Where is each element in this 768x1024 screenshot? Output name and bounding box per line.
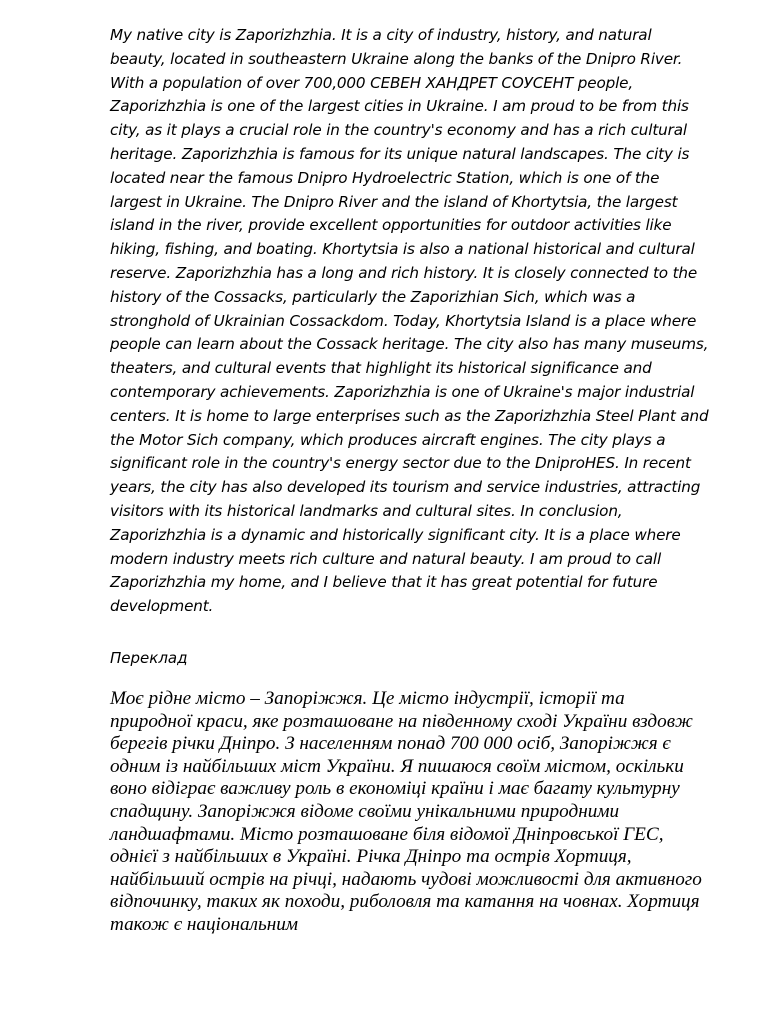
- translation-heading: Переклад: [110, 649, 188, 667]
- english-essay-paragraph: My native city is Zaporizhzhia. It is a city of industry, history, and natural beauty, located in southeastern Ukraine along the banks of the Dnipro River. With a population of over 700,000 СЕВЕН ХАНДРЕТ СОУСЕНТ people, Zaporizhzhia is one of the largest cities in Ukraine. I am proud to be from this city, as it plays a crucial role in the country's economy and has a rich cultural heritage. Zaporizhzhia is famous for its unique natural landscapes. The city is located near the famous Dnipro Hydroelectric Station, which is one of the largest in Ukraine. The Dnipro River and the island of Khortytsia, the largest island in the river, provide excellent opportunities for outdoor activities like hiking, fishing, and boating. Khortytsia is also a national historical and cultural reserve. Zaporizhzhia has a long and rich history. It is closely connected to the history of the Cossacks, particularly the Zaporizhian Sich, which was a stronghold of Ukrainian Cossackdom. Today, Khortytsia Island is a place where people can learn about the Cossack heritage. The city also has many museums, theaters, and cultural events that highlight its historical significance and contemporary achievements. Zaporizhzhia is one of Ukraine's major industrial centers. It is home to large enterprises such as the Zaporizhzhia Steel Plant and the Motor Sich company, which produces aircraft engines. The city plays a significant role in the country's energy sector due to the DniproHES. In recent years, the city has also developed its tourism and service industries, attracting visitors with its historical landmarks and cultural sites. In conclusion, Zaporizhzhia is a dynamic and historically significant city. It is a place where modern industry meets rich culture and natural beauty. I am proud to call Zaporizhzhia my home, and I believe that it has great potential for future development.: [110, 26, 709, 616]
- ukrainian-translation-paragraph: Моє рідне місто – Запоріжжя. Це місто індустрії, історії та природної краси, яке розташоване на південному сході України вздовж берегів річки Дніпро. З населенням понад 700 000 осіб, Запоріжжя є одним із найбільших міст України. Я пишаюся своїм містом, оскільки воно відіграє важливу роль в економіці країни і має багату культурну спадщину. Запоріжжя відоме своїми унікальними природними ландшафтами. Місто розташоване біля відомої Дніпровської ГЕС, однієї з найбільших в Україні. Річка Дніпро та острів Хортиця, найбільший острів на річці, надають чудові можливості для активного відпочинку, таких як походи, риболовля та катання на човнах. Хортиця також є національним: [110, 688, 702, 935]
